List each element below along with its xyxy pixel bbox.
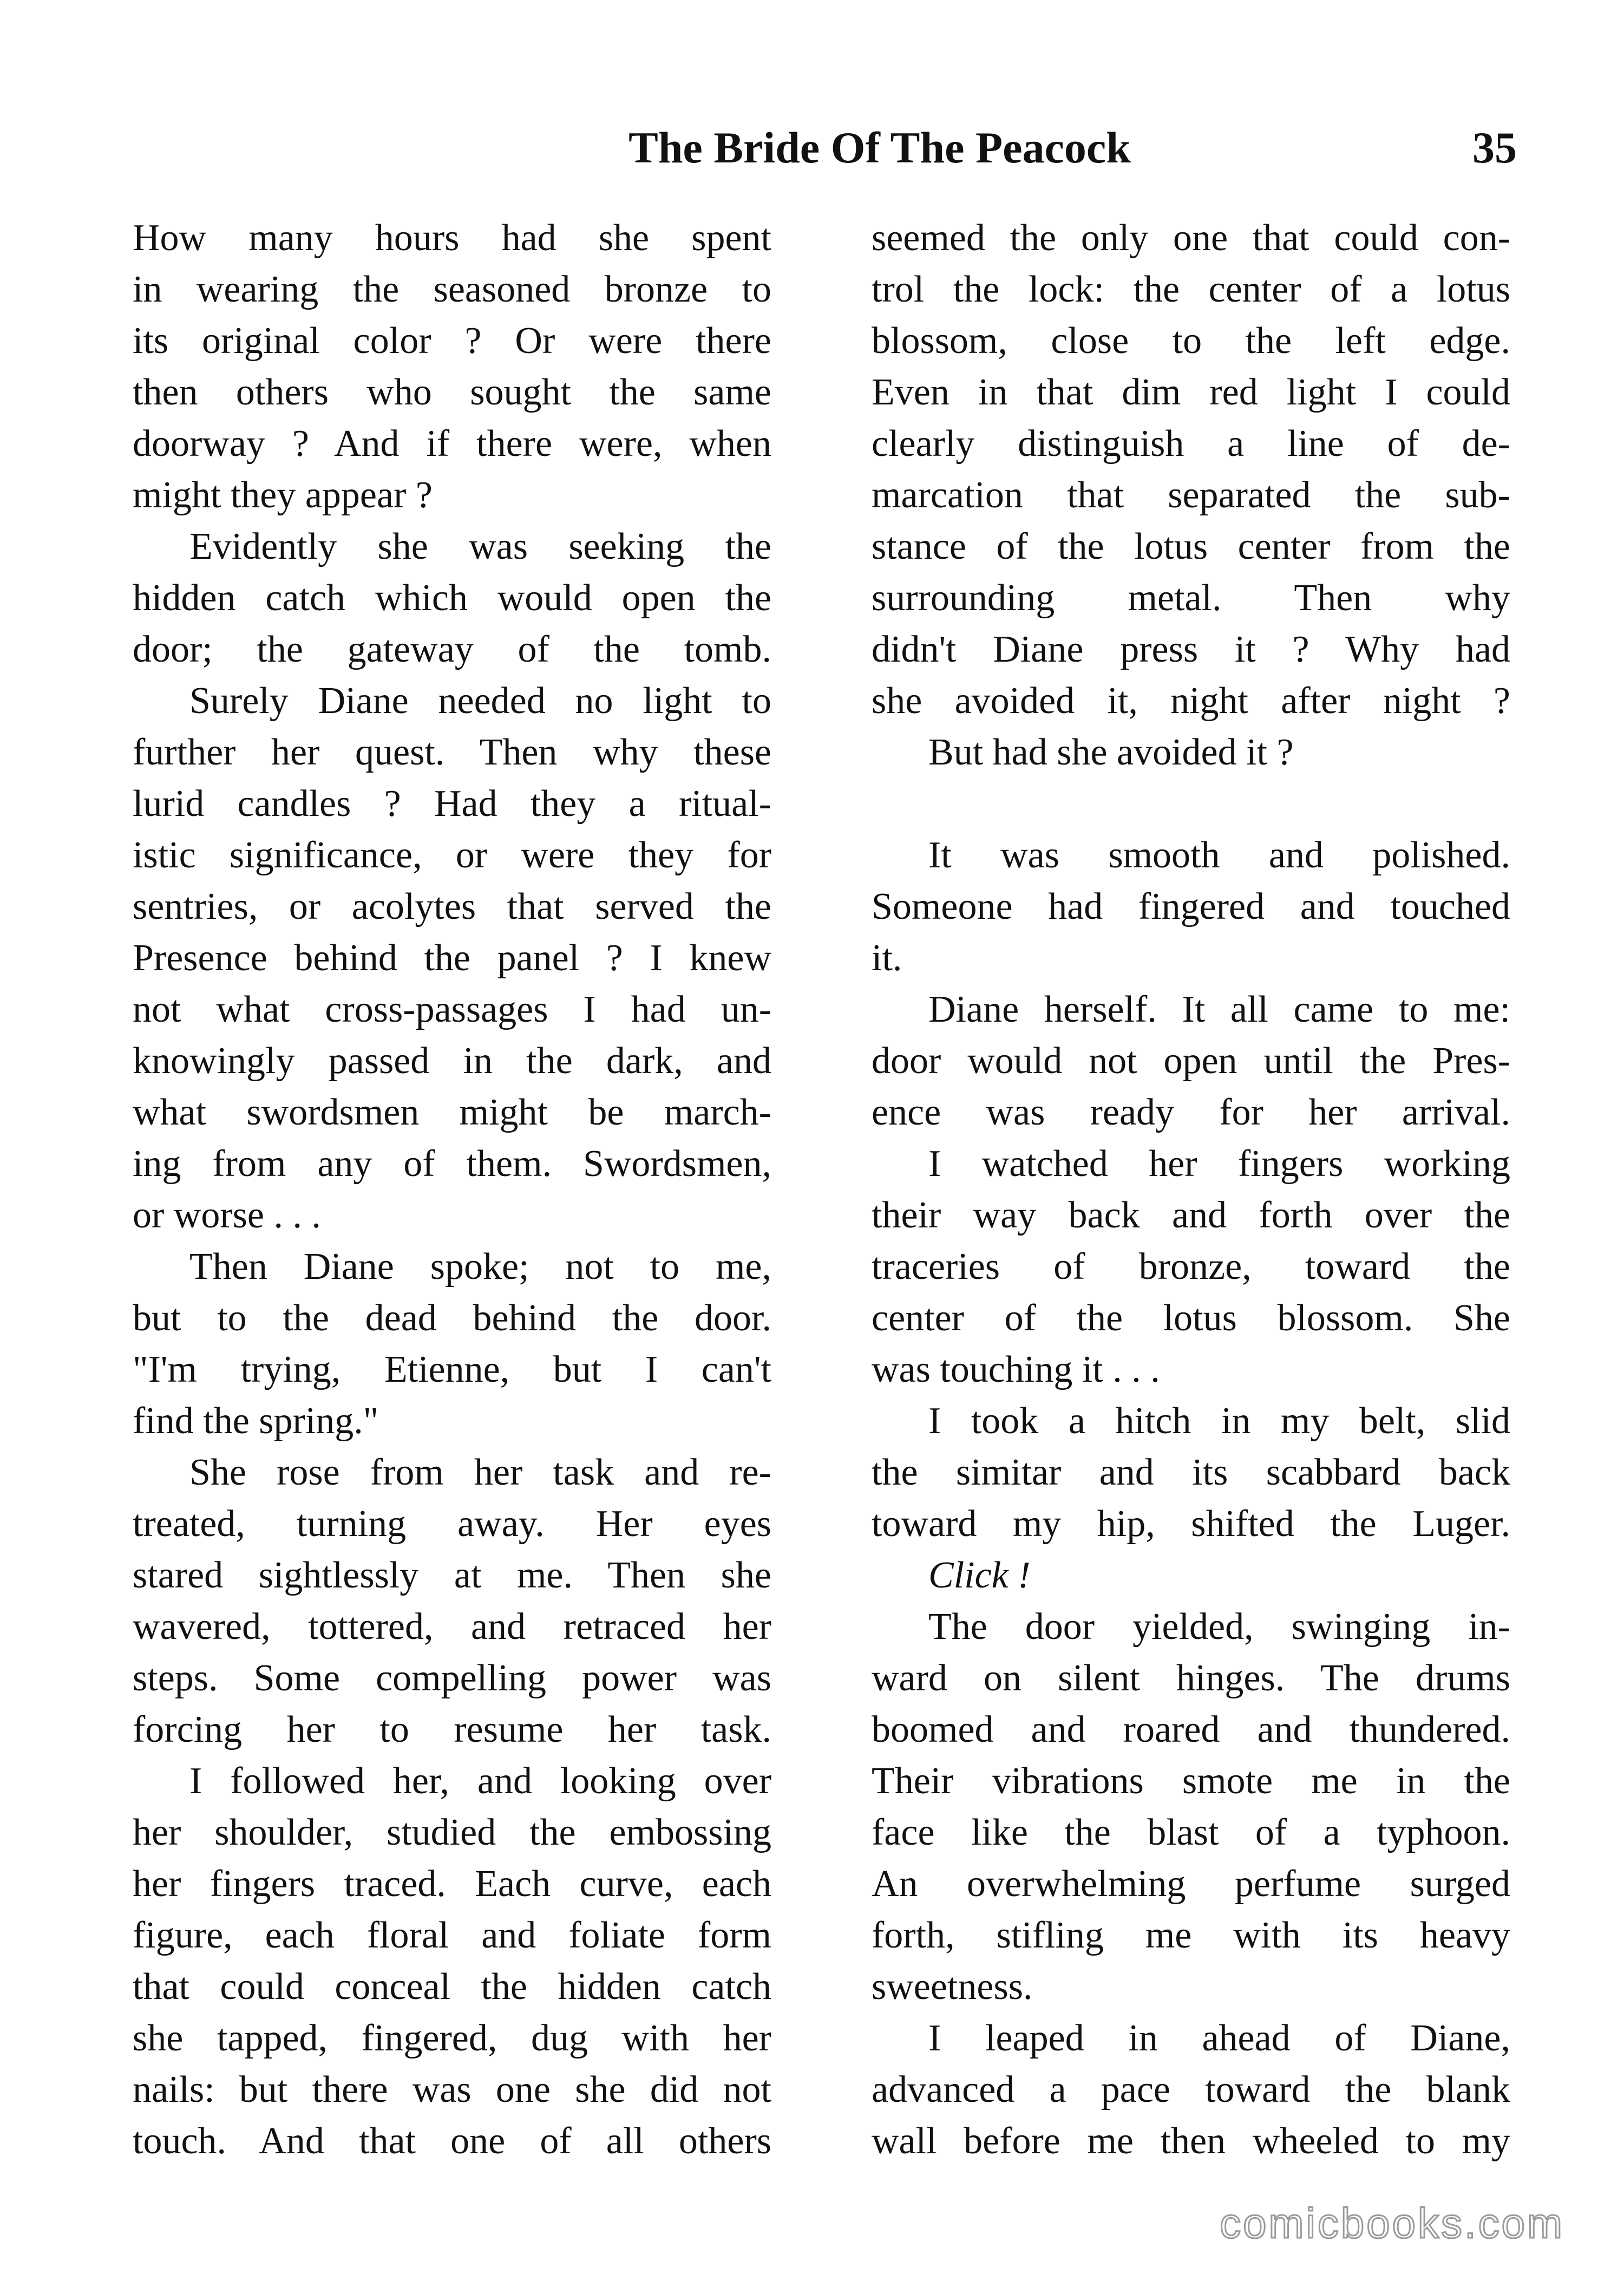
text-line: The door yielded, swinging in-	[928, 1606, 1510, 1648]
text-line: traceries of bronze, toward the	[872, 1246, 1510, 1288]
text-line: I took a hitch in my belt, slid	[928, 1400, 1510, 1442]
text-line: doorway ? And if there were, when	[133, 423, 771, 465]
text-line: lurid candles ? Had they a ritual-	[133, 783, 771, 825]
text-line: forth, stifling me with its heavy	[872, 1914, 1510, 1956]
text-line: ence was ready for her arrival.	[872, 1092, 1510, 1133]
text-line: An overwhelming perfume surged	[872, 1863, 1510, 1905]
page-number: 35	[1472, 123, 1517, 172]
text-line: ing from any of them. Swordsmen,	[133, 1143, 771, 1185]
running-title: The Bride Of The Peacock	[628, 123, 1131, 172]
text-line: its original color ? Or were there	[133, 320, 771, 362]
text-line: I leaped in ahead of Diane,	[928, 2017, 1510, 2059]
text-line: their way back and forth over the	[872, 1194, 1510, 1236]
text-line: center of the lotus blossom. She	[872, 1297, 1510, 1339]
text-line: sentries, or acolytes that served the	[133, 886, 771, 927]
text-line: Diane herself. It all came to me:	[928, 989, 1510, 1030]
text-line: boomed and roared and thundered.	[872, 1709, 1510, 1750]
text-line: in wearing the seasoned bronze to	[133, 269, 771, 310]
text-line: Their vibrations smote me in the	[872, 1760, 1510, 1802]
text-line: "I'm trying, Etienne, but I can't	[133, 1349, 771, 1390]
text-line: steps. Some compelling power was	[133, 1657, 771, 1699]
text-line: but to the dead behind the door.	[133, 1297, 771, 1339]
text-line: She rose from her task and re-	[189, 1452, 771, 1493]
text-line: her shoulder, studied the embossing	[133, 1812, 771, 1853]
text-line: sweetness.	[872, 1966, 1033, 2008]
text-line: Then Diane spoke; not to me,	[189, 1246, 771, 1288]
text-line: door; the gateway of the tomb.	[133, 629, 771, 670]
text-line: her fingers traced. Each curve, each	[133, 1863, 771, 1905]
text-line: stance of the lotus center from the	[872, 526, 1510, 567]
text-line: further her quest. Then why these	[133, 731, 771, 773]
text-line: seemed the only one that could con-	[872, 217, 1510, 259]
text-line: she avoided it, night after night ?	[872, 680, 1510, 722]
page-header	[0, 118, 1624, 183]
text-line: find the spring."	[133, 1400, 379, 1442]
text-line: that could conceal the hidden catch	[133, 1966, 771, 2008]
text-line: not what cross-passages I had un-	[133, 989, 771, 1030]
text-line: But had she avoided it ?	[928, 731, 1294, 773]
text-line: Someone had fingered and touched	[872, 886, 1510, 927]
text-line	[872, 778, 1510, 829]
text-line: she tapped, fingered, dug with her	[133, 2017, 771, 2059]
text-line: then others who sought the same	[133, 371, 771, 413]
text-line: wall before me then wheeled to my	[872, 2120, 1510, 2162]
text-line: hidden catch which would open the	[133, 577, 771, 619]
text-line: ward on silent hinges. The drums	[872, 1657, 1510, 1699]
text-line: advanced a pace toward the blank	[872, 2069, 1510, 2110]
text-line: was touching it . . .	[872, 1349, 1160, 1390]
text-line: stared sightlessly at me. Then she	[133, 1554, 771, 1596]
text-line: what swordsmen might be march-	[133, 1092, 771, 1133]
text-line: istic significance, or were they for	[133, 834, 771, 876]
text-line: trol the lock: the center of a lotus	[872, 269, 1510, 310]
text-line: knowingly passed in the dark, and	[133, 1040, 771, 1082]
right-text-column	[872, 212, 1510, 2167]
text-line: forcing her to resume her task.	[133, 1709, 771, 1750]
text-line: the simitar and its scabbard back	[872, 1452, 1510, 1493]
text-line: touch. And that one of all others	[133, 2120, 771, 2162]
text-line: I watched her fingers working	[928, 1143, 1510, 1185]
text-line: door would not open until the Pres-	[872, 1040, 1510, 1082]
text-line: It was smooth and polished.	[928, 834, 1510, 876]
text-line: figure, each floral and foliate form	[133, 1914, 771, 1956]
text-line: toward my hip, shifted the Luger.	[872, 1503, 1510, 1545]
text-line: Even in that dim red light I could	[872, 371, 1510, 413]
left-text-column	[133, 212, 771, 2167]
text-line: or worse . . .	[133, 1194, 321, 1236]
text-line: Presence behind the panel ? I knew	[133, 937, 771, 979]
text-line: didn't Diane press it ? Why had	[872, 629, 1510, 670]
text-line: blossom, close to the left edge.	[872, 320, 1510, 362]
text-line: might they appear ?	[133, 474, 433, 516]
text-line: it.	[872, 937, 902, 979]
text-line: Surely Diane needed no light to	[189, 680, 771, 722]
text-line: wavered, tottered, and retraced her	[133, 1606, 771, 1648]
text-line: Click !	[928, 1554, 1031, 1596]
text-line: clearly distinguish a line of de-	[872, 423, 1510, 465]
text-line: treated, turning away. Her eyes	[133, 1503, 771, 1545]
text-line: How many hours had she spent	[133, 217, 771, 259]
text-line: Evidently she was seeking the	[189, 526, 771, 567]
text-line: nails: but there was one she did not	[133, 2069, 771, 2110]
text-line: face like the blast of a typhoon.	[872, 1812, 1510, 1853]
text-line: surrounding metal. Then why	[872, 577, 1510, 619]
text-line: marcation that separated the sub-	[872, 474, 1510, 516]
watermark: comicbooks.com	[1220, 2199, 1564, 2247]
text-line: I followed her, and looking over	[189, 1760, 771, 1802]
